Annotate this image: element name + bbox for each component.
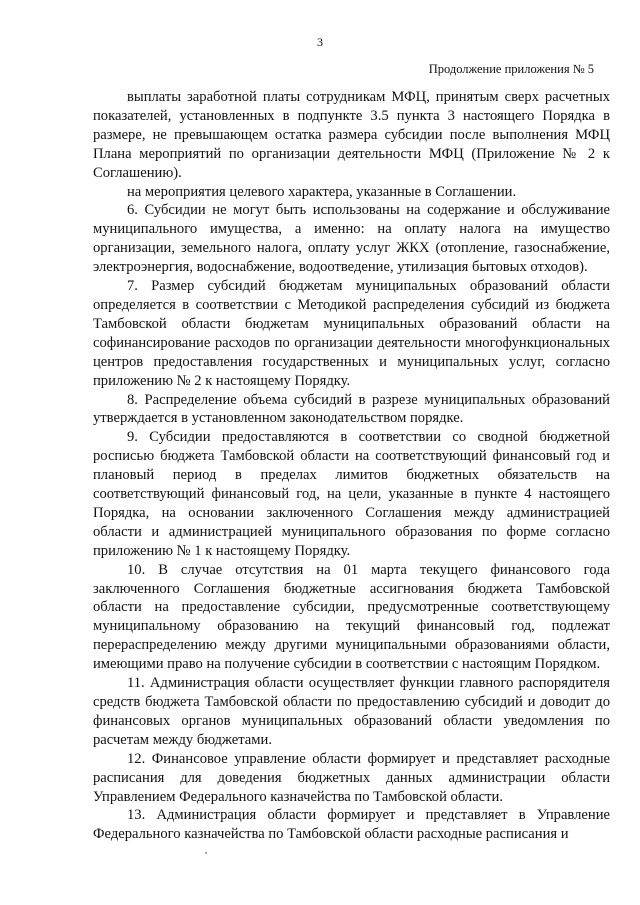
scan-speck — [205, 852, 207, 854]
paragraph-6: 6. Субсидии не могут быть использованы на содержание и обслуживание муниципального имущества, а именно: на оплату налога на имущество организации, земельного налога, оплату услуг ЖКХ (отопление, газоснабжение, электроэнергия, водоснабжение, водоотведение, утилизация бытовых отходов). — [93, 202, 610, 276]
paragraph-11: 11. Администрация области осуществляет функции главного распорядителя средств бюджета Тамбовской области по предоставлению субсидий и доводит до финансовых органов муниципальных образований области уведомления по расчетам между бюджетами. — [93, 675, 610, 748]
appendix-continuation-note: Продолжение приложения № 5 — [428, 62, 594, 76]
paragraph-13: 13. Администрация области формирует и представляет в Управление Федерального казначейства по Тамбовской области расходные расписания и — [93, 807, 610, 843]
document-body — [93, 88, 610, 844]
paragraph-continuation: выплаты заработной платы сотрудникам МФЦ, принятым сверх расчетных показателей, установленных в подпункте 3.5 пункта 3 настоящего Порядка в размере, не превышающем остатка размера субсидии после выполнения МФЦ Плана мероприятий по организации деятельности МФЦ (Приложение № 2 к Соглашению). — [93, 89, 610, 181]
paragraph-8: 8. Распределение объема субсидий в разрезе муниципальных образований утверждается в установленном законодательством порядке. — [93, 391, 610, 427]
paragraph-12: 12. Финансовое управление области формирует и представляет расходные расписания для доведения бюджетных данных администрации области Управлением Федерального казначейства по Тамбовской области. — [93, 750, 610, 805]
paragraph-9: 9. Субсидии предоставляются в соответствии со сводной бюджетной росписью бюджета Тамбовской области на соответствующий финансовый год и плановый период в пределах лимитов бюджетных обязательств на соответствующий финансовый год, на цели, указанные в пункте 4 настоящего Порядка, на основании заключенного Соглашения между администрацией области и администрацией муниципального образования по форме согласно приложению № 1 к настоящему Порядку. — [93, 429, 610, 559]
paragraph-7: 7. Размер субсидий бюджетам муниципальных образований области определяется в соответствии с Методикой распределения субсидий из бюджета Тамбовской области бюджетам муниципальных образований области на софинансирование расходов по организации деятельности многофункциональных центров предоставления государственных и муниципальных услуг, согласно приложению № 2 к настоящему Порядку. — [93, 278, 610, 389]
paragraph-10: 10. В случае отсутствия на 01 марта текущего финансового года заключенного Соглашения бюджетные ассигнования бюджета Тамбовской области на предоставление субсидии, предусмотренные соответствующему муниципальному образованию на текущий финансовый год, подлежат перераспределению между другими муниципальными образованиями области, имеющими право на получение субсидии в соответствии с настоящим Порядком. — [93, 561, 610, 673]
paragraph-targeted-measures: на мероприятия целевого характера, указанные в Соглашении. — [127, 183, 517, 200]
page-number: 3 — [317, 35, 323, 49]
